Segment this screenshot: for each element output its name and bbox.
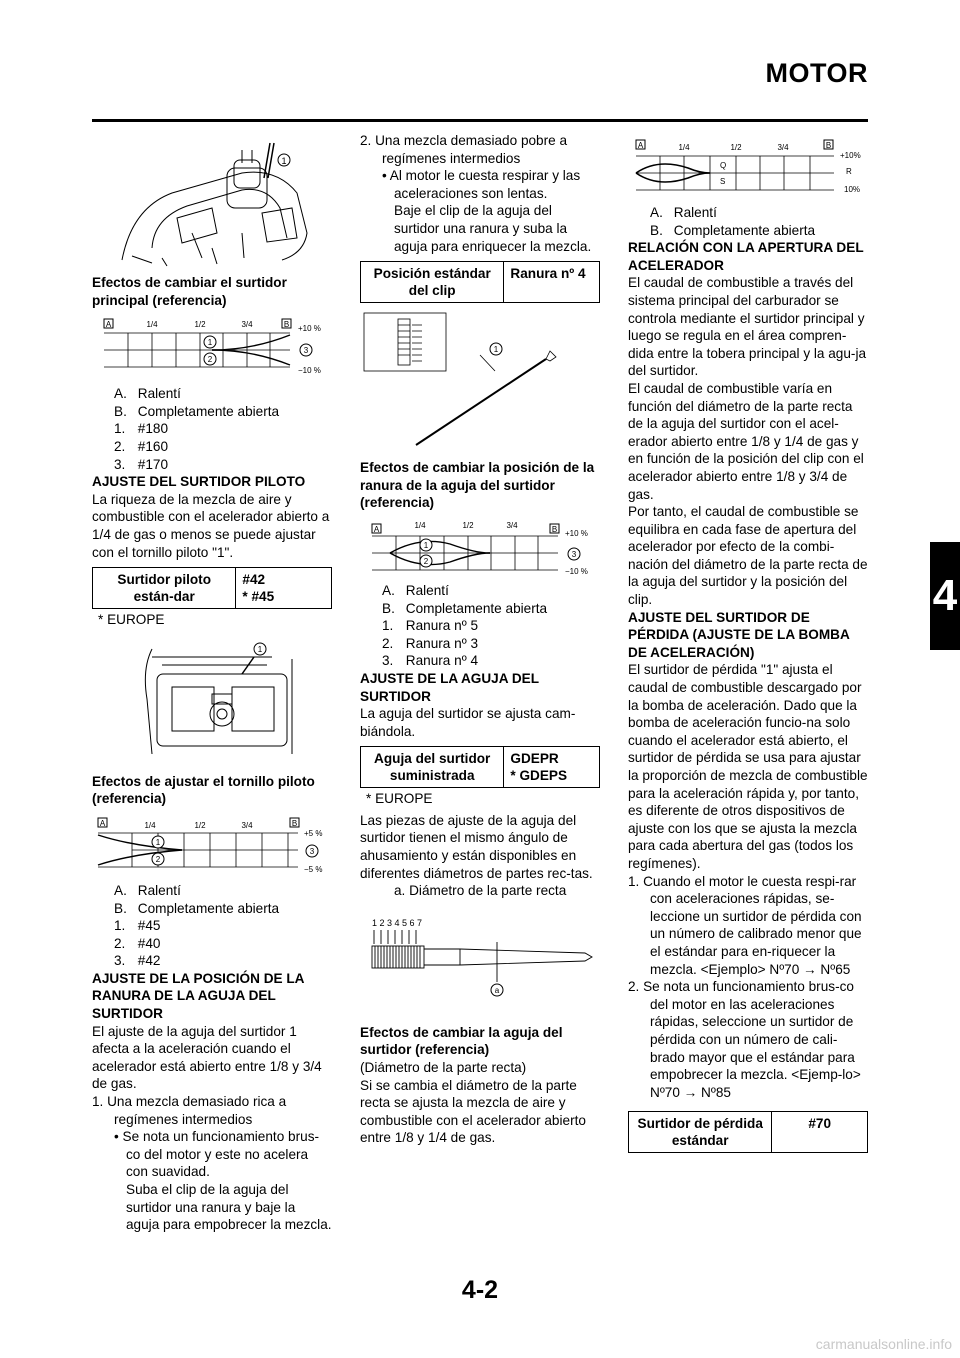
clip-spec-value: Ranura nº 4 <box>504 262 600 303</box>
leak-item-2: 2. Se nota un funcionamiento brus-co del motor en las aceleraciones rápidas, seleccione un surtidor de pérdida con un número de cali-brado mayor que el estándar para empobrecer la mezcla. <Ejemp-lo> Nº70 → Nº85 <box>628 979 861 1100</box>
watermark: carmanualsonline.info <box>815 1336 952 1352</box>
label-plus5: +5 % <box>304 828 323 838</box>
label-half: 1/2 <box>462 520 474 530</box>
fig4-text: Si se cambia el diámetro de la parte recta se ajusta la mezcla de aire y combustible con el acelerador abierto entre 1/8 y 1/4 de gas. <box>360 1077 586 1146</box>
label-plus10: +10 % <box>298 324 321 334</box>
callout-1: 1 <box>155 837 161 847</box>
legend-item: B. Completamente abierta <box>114 900 280 916</box>
column-2 <box>360 132 600 1147</box>
header-rule <box>92 119 868 122</box>
pilot-heading: AJUSTE DEL SURTIDOR PILOTO <box>92 474 306 490</box>
label-three-quarter: 3/4 <box>506 520 518 530</box>
column-1 <box>92 138 332 1234</box>
callout-1: 1 <box>281 156 287 166</box>
legend-item: B. Completamente abierta <box>382 600 548 616</box>
needle-text: La aguja del surtidor se ajusta cam-biándola. <box>360 706 576 739</box>
clip-item-2-bullet: • Al motor le cuesta respirar y las aceleraciones son lentas. <box>382 168 581 201</box>
column-3 <box>628 138 868 1155</box>
label-a: A <box>373 524 380 534</box>
callout-2: 2 <box>207 355 213 365</box>
clip-item-1-bullet: • Se nota un funcionamiento brus-co del motor y este no acelera con suavidad. <box>114 1129 320 1180</box>
throttle-text-3: Por tanto, el caudal de combustible se equilibra en cada fase de apertura del acelerador por efecto de la combi-nación del diámetro de la parte recta de la aguja del surtidor y la posición del clip. <box>628 504 868 608</box>
carburetor-main-jet-illustration <box>92 138 332 268</box>
leak-text: El surtidor de pérdida "1" ajusta el caudal de combustible descargado por la bomba de aceleración. Dado que la bomba de aceleración funcio-na solo cuando el acelerador está abierto, el surtidor de pérdida se usa para ajustar la proporción de mezcla de combustible para la aceleración rápida y, por tanto, es diferente de otros dispositivos de ajuste con los que se ajusta la mezcla para cada abertura del gas (todos los regímenes). <box>628 662 868 871</box>
leak-spec-table <box>628 1111 868 1153</box>
chapter-tab: 4 <box>930 542 960 650</box>
legend-item: A. Ralentí <box>382 582 449 598</box>
throttle-heading: RELACIÓN CON LA APERTURA DEL ACELERADOR <box>628 240 864 273</box>
label-minus10: −10 % <box>298 366 321 376</box>
label-quarter: 1/4 <box>146 320 158 330</box>
leak-spec-value: #70 <box>772 1112 868 1153</box>
legend-4 <box>628 204 868 239</box>
legend-item: 2. Ranura nº 3 <box>382 635 479 651</box>
legend-item: 1. #180 <box>114 421 169 437</box>
label-minus10: 10% <box>844 185 861 194</box>
pilot-text: La riqueza de la mezcla de aire y combustible con el acelerador abierto a 1/4 de gas o menos se puede ajustar con el tornillo piloto "1". <box>92 491 330 560</box>
callout-2: 2 <box>423 556 429 566</box>
callout-1: 1 <box>493 345 499 355</box>
parts-legend: a. Diámetro de la parte recta <box>394 883 567 899</box>
leak-item-1: 1. Cuando el motor le cuesta respi-rar con aceleraciones rápidas, se-leccione un surtidor de pérdida con un número de calibrado menor que el estándar para en-riquecer la mezcla. <Ejemplo> Nº70 → Nº65 <box>628 873 862 977</box>
label-quarter: 1/4 <box>144 820 156 830</box>
pilot-spec-table <box>92 567 332 609</box>
legend-item: 1. Ranura nº 5 <box>382 618 479 634</box>
label-plus10: +10 % <box>565 528 588 538</box>
fig2-caption: Efectos de ajustar el tornillo piloto (referencia) <box>92 773 315 807</box>
label-b: B <box>825 141 832 150</box>
label-a: A <box>105 320 112 330</box>
label-r: R <box>846 167 852 176</box>
label-a: A <box>99 818 106 828</box>
fig4-caption: Efectos de cambiar la aguja del surtidor (referencia) <box>360 1024 563 1058</box>
legend-item: A. Ralentí <box>114 386 181 402</box>
label-b: B <box>283 320 290 330</box>
legend-item: A. Ralentí <box>114 882 181 898</box>
label-minus10: −10 % <box>565 566 588 576</box>
page-title: MOTOR <box>765 58 868 88</box>
legend-item: 1. #45 <box>114 918 161 934</box>
label-minus5: −5 % <box>304 864 323 874</box>
leak-heading: AJUSTE DEL SURTIDOR DE PÉRDIDA (AJUSTE DE LA BOMBA DE ACELERACIÓN) <box>628 609 850 660</box>
clip-heading: AJUSTE DE LA POSICIÓN DE LA RANURA DE LA AGUJA DEL SURTIDOR <box>92 970 304 1022</box>
main-jet-graph <box>92 317 332 377</box>
pilot-spec-label: Surtidor piloto están-dar <box>93 568 236 609</box>
needle-spec-value: GDEPR * GDEPS <box>504 747 600 788</box>
fig4-sub: (Diámetro de la parte recta) <box>360 1060 527 1076</box>
legend-item: B. Completamente abierta <box>114 403 280 419</box>
legend-item: A. Ralentí <box>650 205 717 220</box>
throttle-text-1: El caudal de combustible a través del sistema principal del carburador se controla mediante el surtidor principal y luego se regula en el área compren-dida entre la tobera principal y la agu-ja del surtidor. <box>628 275 867 379</box>
needle-note: * EUROPE <box>366 791 433 807</box>
legend-item: 3. #170 <box>114 456 169 472</box>
legend-item: 2. #40 <box>114 935 161 951</box>
needle-spec-label: Aguja del surtidor suministrada <box>361 747 504 788</box>
label-three-quarter: 3/4 <box>241 820 253 830</box>
label-three-quarter: 3/4 <box>241 320 253 330</box>
needle-diameter-graph <box>628 138 868 198</box>
label-s: S <box>720 177 726 186</box>
clip-position-graph <box>360 518 600 578</box>
label-plus10: +10% <box>840 151 861 160</box>
legend-3 <box>360 582 600 670</box>
clip-item-1-cont: Suba el clip de la aguja del surtidor una ranura y baje la aguja para empobrecer la mezcla. <box>126 1182 332 1233</box>
legend-item: 2. #160 <box>114 438 169 454</box>
label-b: B <box>551 524 558 534</box>
legend-item: 3. Ranura nº 4 <box>382 653 479 669</box>
legend-1 <box>92 385 332 473</box>
pilot-screw-illustration <box>92 639 332 759</box>
page-number: 4-2 <box>461 1276 499 1304</box>
label-quarter: 1/4 <box>414 520 426 530</box>
needle-heading: AJUSTE DE LA AGUJA DEL SURTIDOR <box>360 670 539 704</box>
label-b: B <box>291 818 298 828</box>
callout-1: 1 <box>207 338 213 348</box>
pilot-screw-graph <box>92 816 332 876</box>
pilot-note: * EUROPE <box>98 612 165 628</box>
fig1-caption: Efectos de cambiar el surtidor principal (referencia) <box>92 275 287 308</box>
label-three-quarter: 3/4 <box>777 143 789 152</box>
label-half: 1/2 <box>194 820 206 830</box>
callout-3: 3 <box>309 846 315 856</box>
needle-diameter-illustration <box>360 912 600 1002</box>
fig3-caption: Efectos de cambiar la posición de la ranura de la aguja del surtidor (referencia) <box>360 460 595 511</box>
throttle-text-2: El caudal de combustible varía en función del diámetro de la parte recta de la aguja del surtidor con el acel-erador abierto entre 1/8 y 1/4 de gas y en función de la posición del clip con el acelerador abierto entre 1/8 y 3/4 de gas. <box>628 380 864 502</box>
parts-text: Las piezas de ajuste de la aguja del surtidor tienen el mismo ángulo de ahusamiento y están disponibles en diferentes diámetros de partes rec-tas. <box>360 812 593 881</box>
label-a: A <box>637 141 644 150</box>
clip-item-1: 1. Una mezcla demasiado rica a regímenes intermedios <box>92 1094 287 1127</box>
leak-spec-label: Surtidor de pérdida estándar <box>629 1112 772 1153</box>
legend-2 <box>92 882 332 970</box>
label-quarter: 1/4 <box>678 143 690 152</box>
callout-3: 3 <box>303 346 309 356</box>
callout-1: 1 <box>423 540 429 550</box>
label-half: 1/2 <box>194 320 206 330</box>
jet-needle-illustration <box>360 311 600 451</box>
legend-item: 3. #42 <box>114 953 161 969</box>
clip-item-2-cont: Baje el clip de la aguja del surtidor una ranura y suba la aguja para enriquecer la mezcla. <box>394 203 592 254</box>
clip-spec-label: Posición estándar del clip <box>361 262 504 303</box>
pilot-spec-value: #42 * #45 <box>236 568 332 609</box>
callout-2: 2 <box>155 854 161 864</box>
clip-numbers: 1 2 3 4 5 6 7 <box>372 917 423 928</box>
legend-item: B. Completamente abierta <box>650 222 816 238</box>
clip-text: El ajuste de la aguja del surtidor 1 afecta a la aceleración cuando el acelerador está abierto entre 1/8 y 3/4 de gas. <box>92 1023 322 1092</box>
label-half: 1/2 <box>730 143 742 152</box>
needle-spec-table <box>360 746 600 788</box>
label-q: Q <box>720 161 727 170</box>
callout-1: 1 <box>257 644 263 654</box>
callout-3: 3 <box>571 549 577 559</box>
clip-spec-table <box>360 261 600 303</box>
callout-a: a <box>494 985 500 995</box>
clip-item-2: 2. Una mezcla demasiado pobre a regímenes intermedios <box>360 133 568 166</box>
